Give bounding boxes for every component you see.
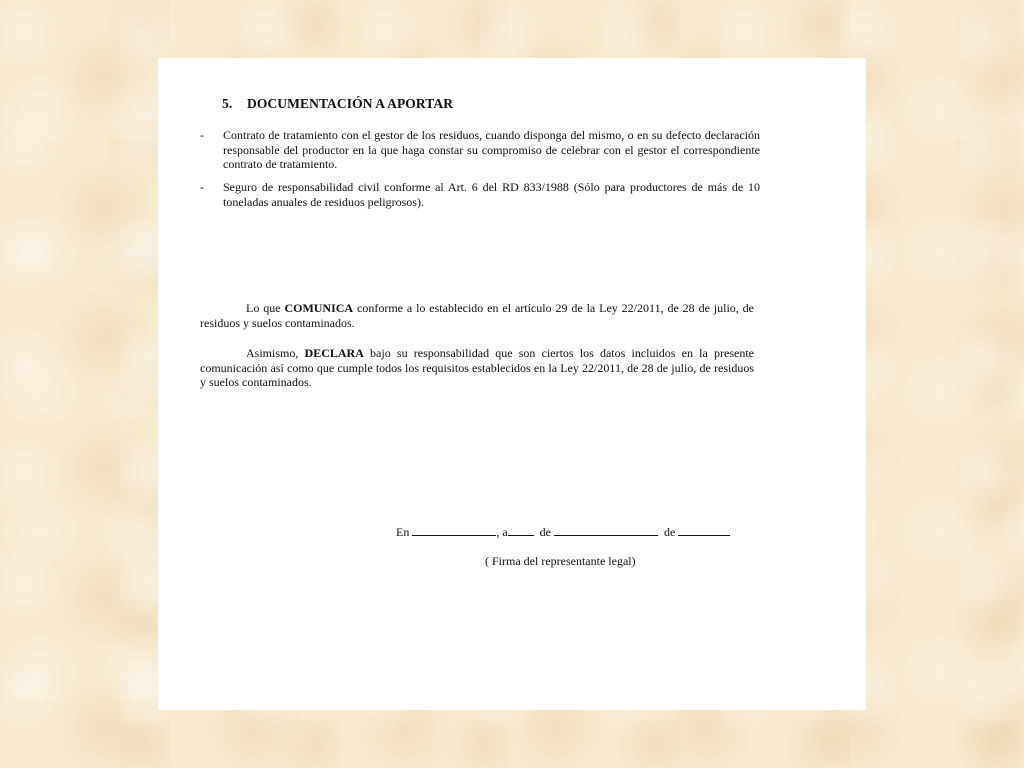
comunica-body: conforme a lo establecido en el artículo 29 de la Ley 22/2011, de 28 de julio, de residuos y suelos contaminados. (200, 301, 754, 330)
list-item (200, 128, 760, 172)
declara-lead: Asimismo, (246, 346, 305, 360)
bullet-text: Seguro de responsabilidad civil conforme al Art. 6 del RD 833/1988 (Sólo para productores de más de 10 toneladas anuales de residuos peligrosos). (223, 180, 760, 209)
day-blank[interactable] (508, 525, 534, 536)
section-number: 5. (222, 96, 233, 111)
bullet-text: Contrato de tratamiento con el gestor de los residuos, cuando disponga del mismo, o en su defecto declaración responsable del productor en la que haga constar su compromiso de celebrar con el gestor el correspondiente contrato de tratamiento. (223, 128, 760, 171)
bullet-dash: - (200, 180, 204, 194)
declara-keyword: DECLARA (304, 346, 364, 360)
comunica-lead: Lo que (246, 301, 285, 315)
bullet-dash: - (200, 128, 204, 142)
place-label: En (396, 525, 410, 539)
place-date-line (396, 525, 730, 540)
year-label: de (664, 525, 676, 539)
declara-paragraph (200, 346, 754, 390)
comunica-keyword: COMUNICA (284, 301, 354, 315)
comunica-paragraph (200, 301, 754, 330)
year-blank[interactable] (678, 525, 730, 536)
declara-body: bajo su responsabilidad que son ciertos los datos incluidos en la presente comunicación así como que cumple todos los requisitos establecidos en la Ley 22/2011, de 28 de julio, de residuos y suelos contaminados. (200, 346, 754, 389)
section-title: DOCUMENTACIÓN A APORTAR (247, 96, 454, 111)
place-blank[interactable] (412, 525, 496, 536)
day-label: , a (496, 525, 508, 539)
signature-caption: ( Firma del representante legal) (485, 554, 636, 568)
section-heading (222, 96, 453, 112)
list-item (200, 180, 760, 209)
month-blank[interactable] (554, 525, 658, 536)
document-page (158, 58, 866, 710)
month-label: de (539, 525, 551, 539)
